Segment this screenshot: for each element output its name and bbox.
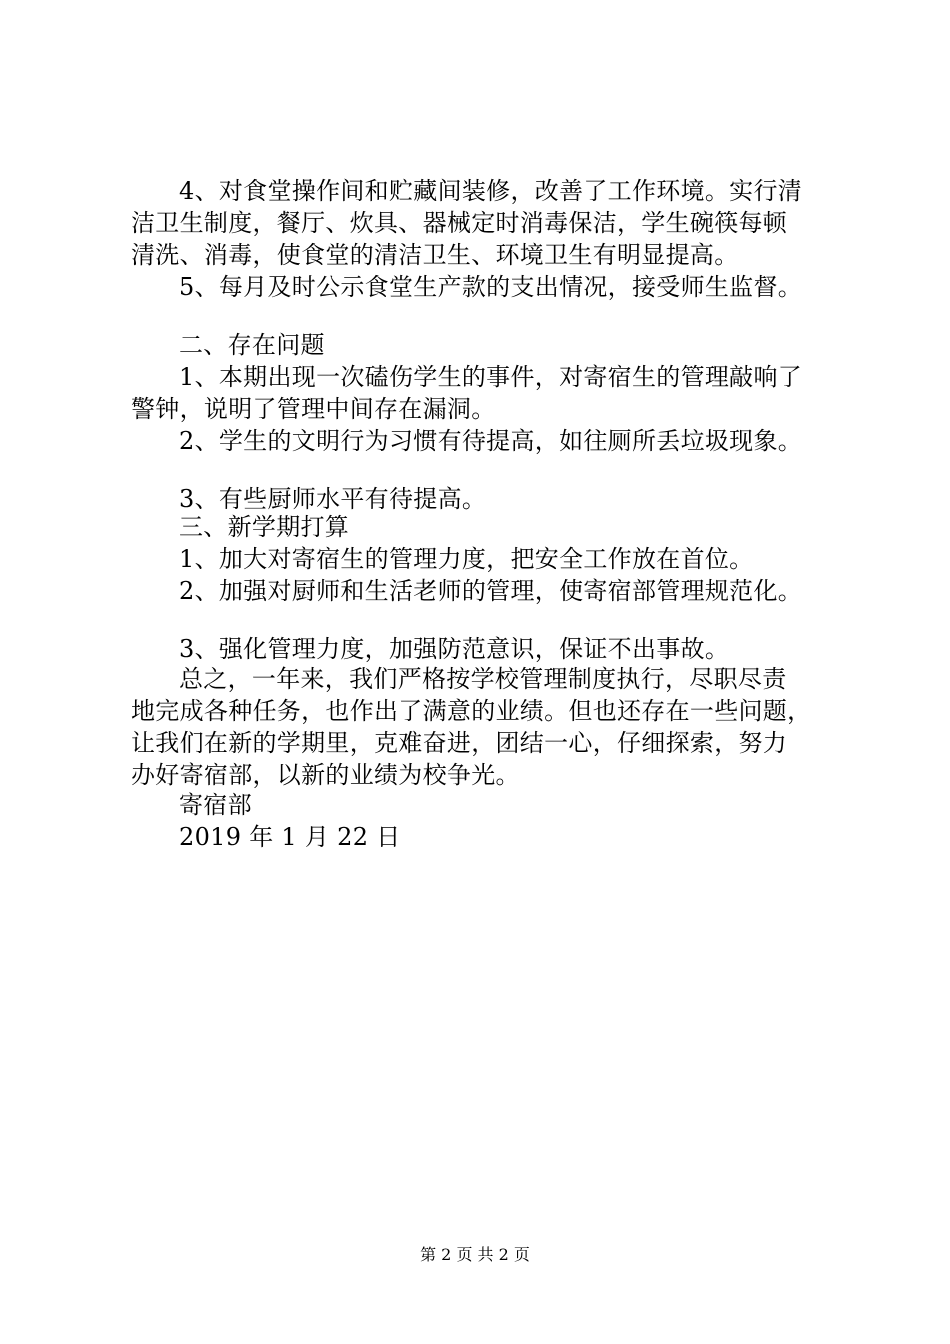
paragraph-line: 2、学生的文明行为习惯有待提高，如往厕所丢垃圾现象。	[179, 427, 803, 455]
section-heading: 二、存在问题	[179, 331, 325, 359]
paragraph-line: 清洗、消毒，使食堂的清洁卫生、环境卫生有明显提高。	[131, 241, 739, 269]
paragraph-line: 让我们在新的学期里，克难奋进，团结一心，仔细探索，努力	[131, 729, 788, 757]
paragraph-line: 1、本期出现一次磕伤学生的事件，对寄宿生的管理敲响了	[179, 363, 803, 391]
signature-department: 寄宿部	[179, 791, 252, 819]
signature-date: 2019 年 1 月 22 日	[179, 823, 401, 851]
paragraph-line: 3、有些厨师水平有待提高。	[179, 485, 487, 513]
paragraph-line: 地完成各种任务，也作出了满意的业绩。但也还存在一些问题，	[131, 697, 812, 725]
paragraph-line: 2、加强对厨师和生活老师的管理，使寄宿部管理规范化。	[179, 577, 803, 605]
paragraph-line: 1、加大对寄宿生的管理力度，把安全工作放在首位。	[179, 545, 754, 573]
paragraph-line: 办好寄宿部，以新的业绩为校争光。	[131, 761, 520, 789]
paragraph-line: 4、对食堂操作间和贮藏间装修，改善了工作环境。实行清	[179, 177, 803, 205]
paragraph-line: 警钟，说明了管理中间存在漏洞。	[131, 395, 496, 423]
paragraph-line: 洁卫生制度，餐厅、炊具、器械定时消毒保洁，学生碗筷每顿	[131, 209, 788, 237]
paragraph-line: 3、强化管理力度，加强防范意识，保证不出事故。	[179, 635, 730, 663]
paragraph-line: 5、每月及时公示食堂生产款的支出情况，接受师生监督。	[179, 273, 803, 301]
section-heading: 三、新学期打算	[179, 513, 350, 541]
paragraph-line: 总之，一年来，我们严格按学校管理制度执行，尽职尽责	[179, 665, 787, 693]
page-number-footer: 第 2 页 共 2 页	[420, 1245, 530, 1264]
